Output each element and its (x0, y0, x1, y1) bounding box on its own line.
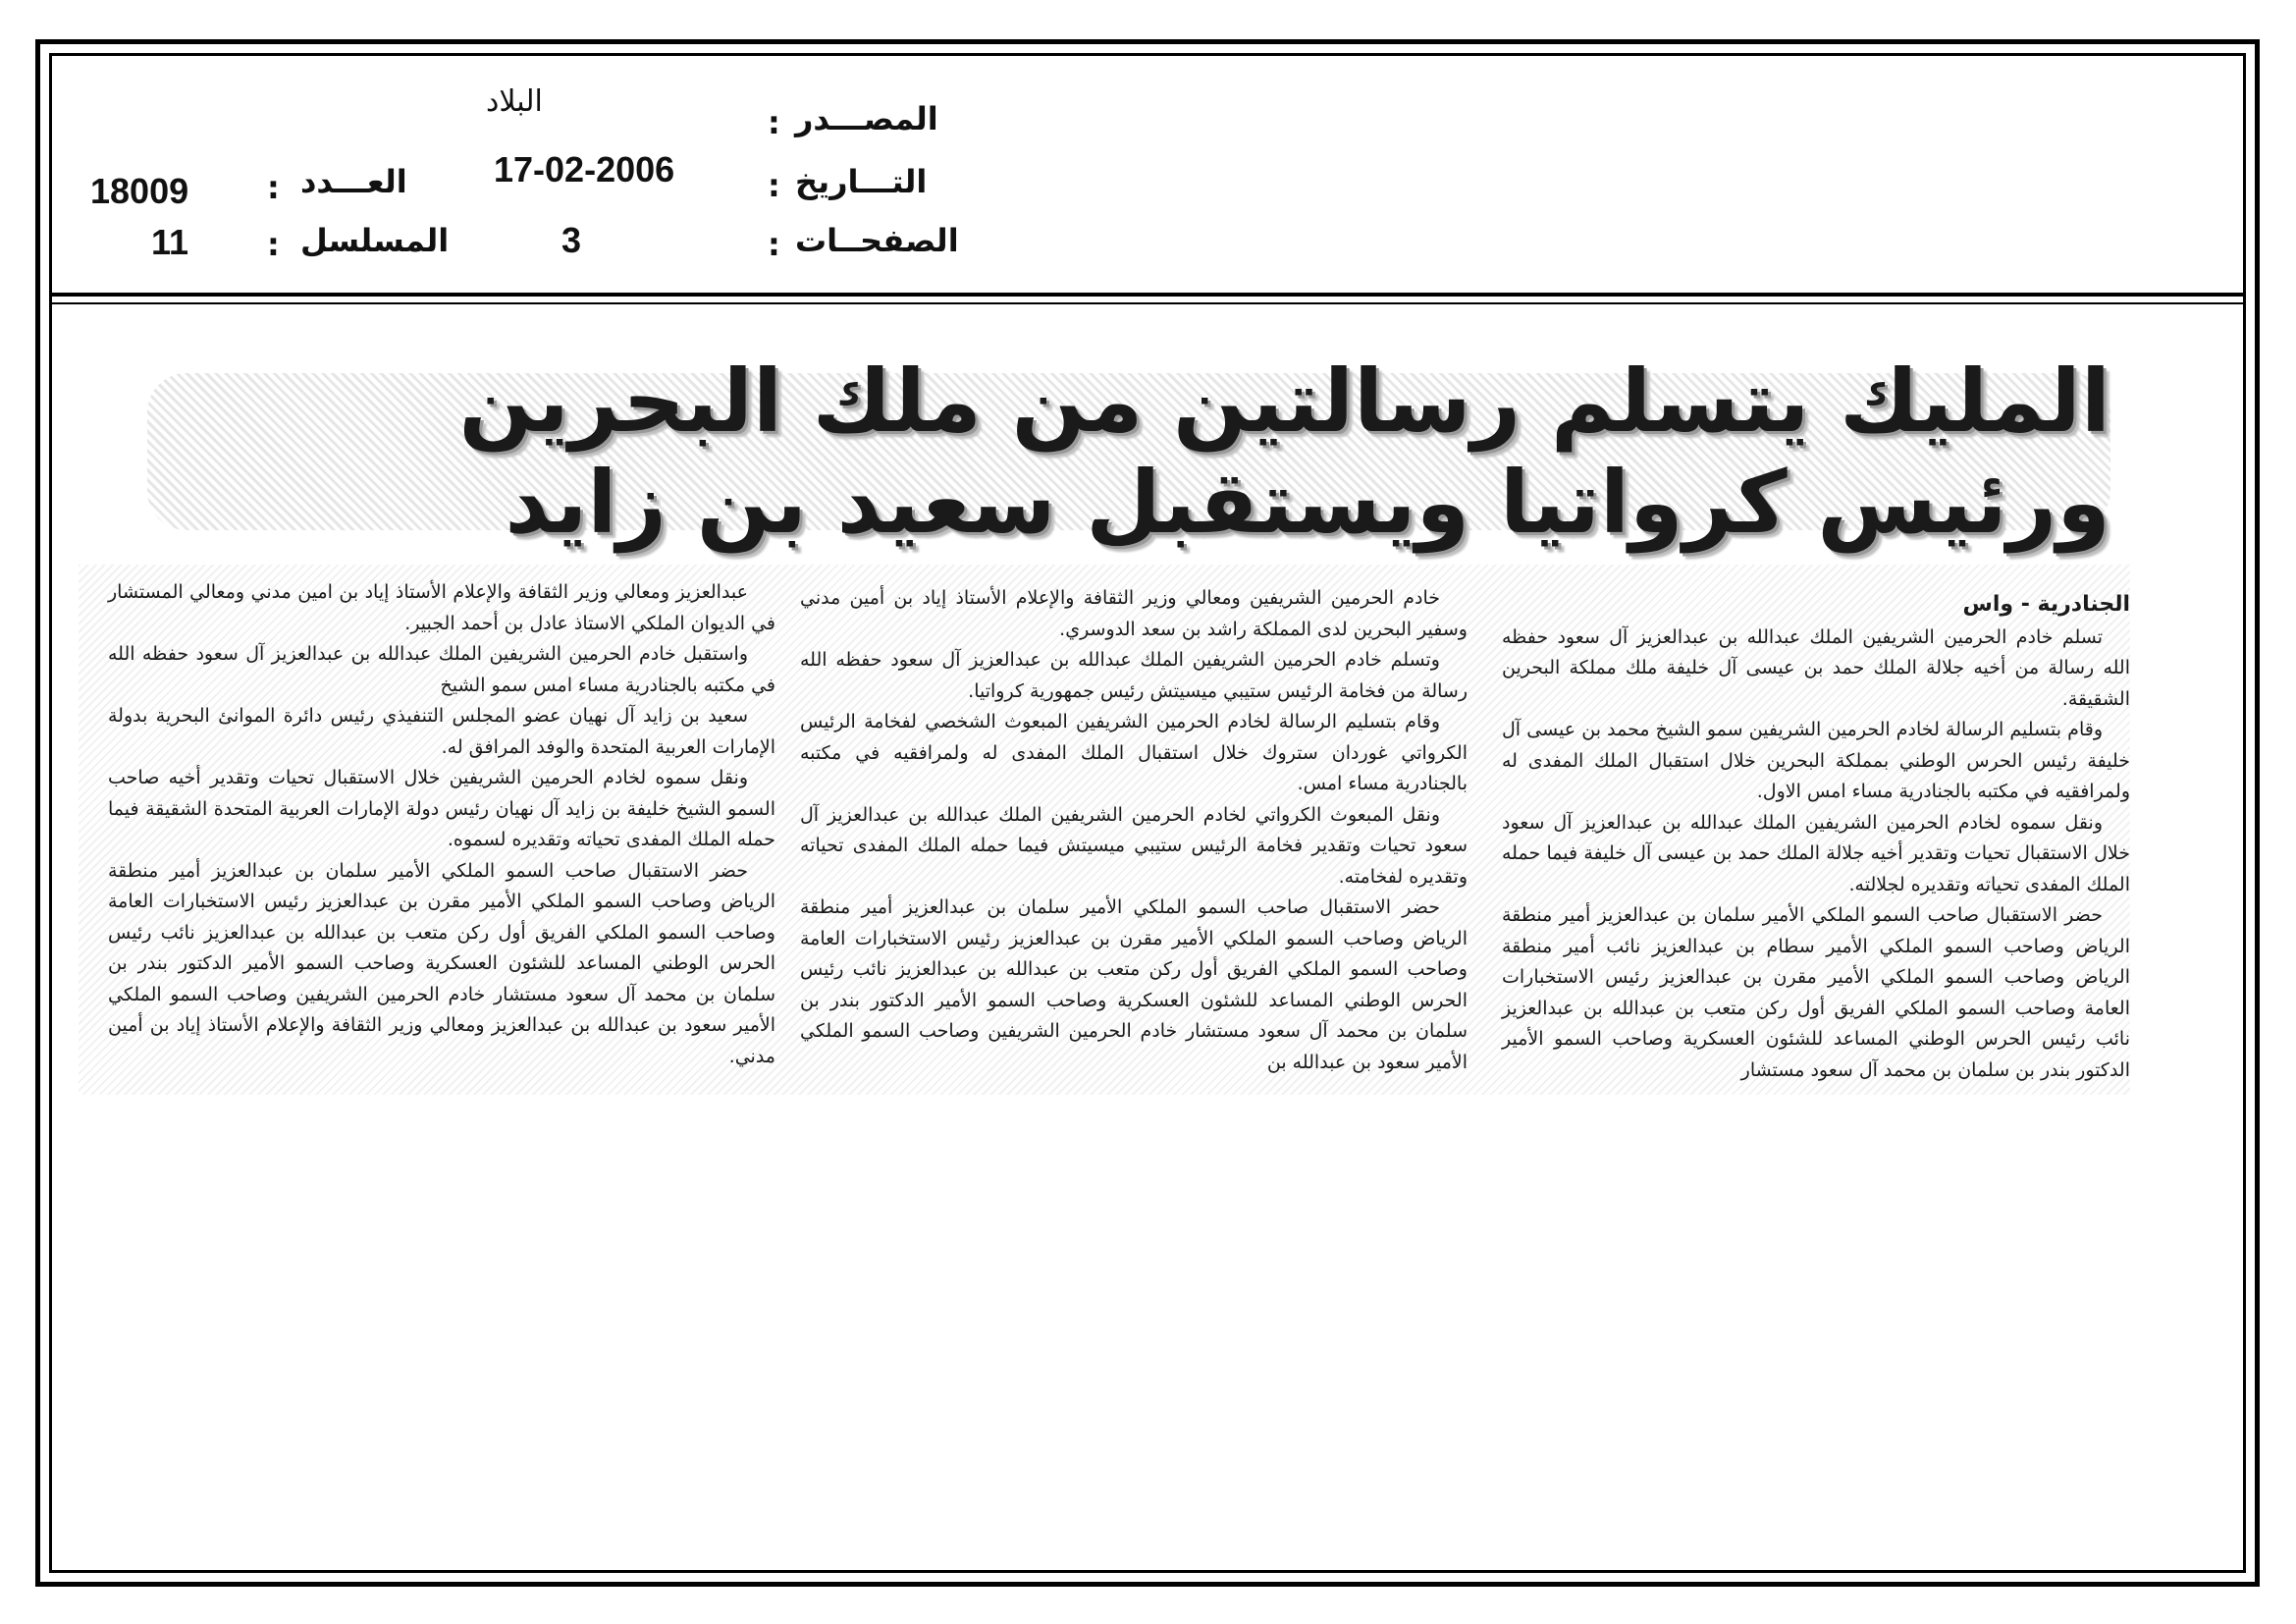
issue-label: العـــدد (300, 163, 407, 200)
header-divider (49, 293, 2246, 297)
article-column-2 (800, 583, 1468, 1078)
pages-label: الصفحــات (795, 222, 959, 259)
paragraph: حضر الاستقبال صاحب السمو الملكي الأمير سلمان بن عبدالعزيز أمير منطقة الرياض وصاحب السمو الملكي الأمير مقرن بن عبدالعزيز رئيس الاستخبارات العامة وصاحب السمو الملكي الفريق أول ركن متعب بن عبدالله بن عبدالعزيز نائب رئيس الحرس الوطني المساعد للشئون العسكرية وصاحب السمو الأمير الدكتور بندر بن سلمان بن محمد آل سعود مستشار خادم الحرمين الشريفين وصاحب السمو الملكي الأمير سعود بن عبدالله بن عبدالعزيز ومعالي وزير الثقافة والإعلام الأستاذ إياد بن أمين مدني. (108, 859, 775, 1067)
paragraph: وقام بتسليم الرسالة لخادم الحرمين الشريفين المبعوث الشخصي لفخامة الرئيس الكرواتي غوردان ستروك خلال استقبال الملك المفدى له ولمرافقيه في مكتبه بالجنادرية مساء امس. (800, 711, 1468, 794)
pages-value: 3 (561, 220, 582, 260)
header-divider-thin (49, 302, 2246, 304)
source-value: البلاد (486, 84, 543, 119)
source-label: المصـــدر (795, 100, 938, 137)
source-colon: : (768, 104, 780, 141)
issue-colon: : (267, 169, 280, 206)
paragraph: سعيد بن زايد آل نهيان عضو المجلس التنفيذي رئيس دائرة الموانئ البحرية بدولة الإمارات العربية المتحدة والوفد المرافق له. (108, 705, 775, 758)
paragraph: وتسلم خادم الحرمين الشريفين الملك عبدالله بن عبدالعزيز آل سعود حفظه الله رسالة من فخامة الرئيس ستيبي ميسيتش رئيس جمهورية كرواتيا. (800, 649, 1468, 702)
paragraph: حضر الاستقبال صاحب السمو الملكي الأمير سلمان بن عبدالعزيز أمير منطقة الرياض وصاحب السمو الملكي الأمير مقرن بن عبدالعزيز رئيس الاستخبارات العامة وصاحب السمو الملكي الفريق أول ركن متعب بن عبدالله بن عبدالعزيز نائب رئيس الحرس الوطني المساعد للشئون العسكرية وصاحب السمو الأمير الدكتور بندر بن سلمان بن محمد آل سعود مستشار خادم الحرمين الشريفين وصاحب السمو الملكي الأمير سعود بن عبدالله بن (800, 896, 1468, 1073)
pages-colon: : (768, 226, 780, 263)
paragraph: حضر الاستقبال صاحب السمو الملكي الأمير سلمان بن عبدالعزيز أمير منطقة الرياض وصاحب السمو الملكي الأمير سطام بن عبدالعزيز نائب أمير منطقة الرياض وصاحب السمو الملكي الأمير مقرن بن عبدالعزيز رئيس الاستخبارات العامة وصاحب السمو الملكي الفريق أول ركن متعب بن عبدالله بن عبدالعزيز نائب رئيس الحرس الوطني المساعد للشئون العسكرية وصاحب السمو الأمير الدكتور بندر بن سلمان بن محمد آل سعود مستشار (1502, 904, 2130, 1081)
article-column-1 (1502, 589, 2130, 1086)
date-label: التـــاريخ (795, 163, 928, 200)
paragraph: ونقل سموه لخادم الحرمين الشريفين الملك عبدالله بن عبدالعزيز آل سعود خلال الاستقبال تحيات وتقدير أخيه جلالة الملك حمد بن عيسى آل خليفة فيما حمله الملك المفدى تحياته وتقديره لجلالته. (1502, 811, 2130, 895)
headline-text: المليك يتسلم رسالتين من ملك البحرين ورئيس كرواتيا ويستقبل سعيد بن زايد (458, 351, 2110, 553)
paragraph: وقام بتسليم الرسالة لخادم الحرمين الشريفين سمو الشيخ محمد بن عيسى آل خليفة رئيس الحرس الوطني بمملكة البحرين خلال استقبال الملك المفدى له ولمرافقيه في مكتبه بالجنادرية مساء امس الاول. (1502, 719, 2130, 802)
paragraph: تسلم خادم الحرمين الشريفين الملك عبدالله بن عبدالعزيز آل سعود حفظه الله رسالة من أخيه جلالة الملك حمد بن عيسى آل خليفة ملك مملكة البحرين الشقيقة. (1502, 625, 2130, 710)
dateline: الجنادرية - واس (1962, 592, 2130, 617)
paragraph: عبدالعزيز ومعالي وزير الثقافة والإعلام الأستاذ إياد بن امين مدني ومعالي المستشار في الديوان الملكي الاستاذ عادل بن أحمد الجبير. (108, 581, 775, 634)
paragraph: واستقبل خادم الحرمين الشريفين الملك عبدالله بن عبدالعزيز آل سعود حفظه الله في مكتبه بالجنادرية مساء امس سمو الشيخ (108, 643, 775, 696)
paragraph: ونقل المبعوث الكرواتي لخادم الحرمين الشريفين الملك عبدالله بن عبدالعزيز آل سعود تحيات وتقدير فخامة الرئيس ستيبي ميسيتش فيما حمله الملك المفدى تحياته وتقديره لفخامته. (800, 803, 1468, 888)
article-column-3 (108, 577, 775, 1072)
date-colon: : (768, 167, 780, 204)
date-value: 17-02-2006 (494, 149, 675, 189)
serial-colon: : (267, 226, 280, 263)
serial-value: 11 (151, 222, 189, 262)
paragraph: ونقل سموه لخادم الحرمين الشريفين خلال الاستقبال تحيات وتقدير أخيه صاحب السمو الشيخ خليفة بن زايد آل نهيان رئيس دولة الإمارات العربية المتحدة الشقيقة فيما حمله الملك المفدى تحياته وتقديره لسموه. (108, 767, 775, 850)
issue-value: 18009 (90, 171, 189, 211)
article-headline (147, 351, 2110, 553)
serial-label: المسلسل (300, 222, 450, 259)
paragraph: خادم الحرمين الشريفين ومعالي وزير الثقافة والإعلام الأستاذ إياد بن أمين مدني وسفير البحرين لدى المملكة راشد بن سعد الدوسري. (800, 587, 1468, 640)
